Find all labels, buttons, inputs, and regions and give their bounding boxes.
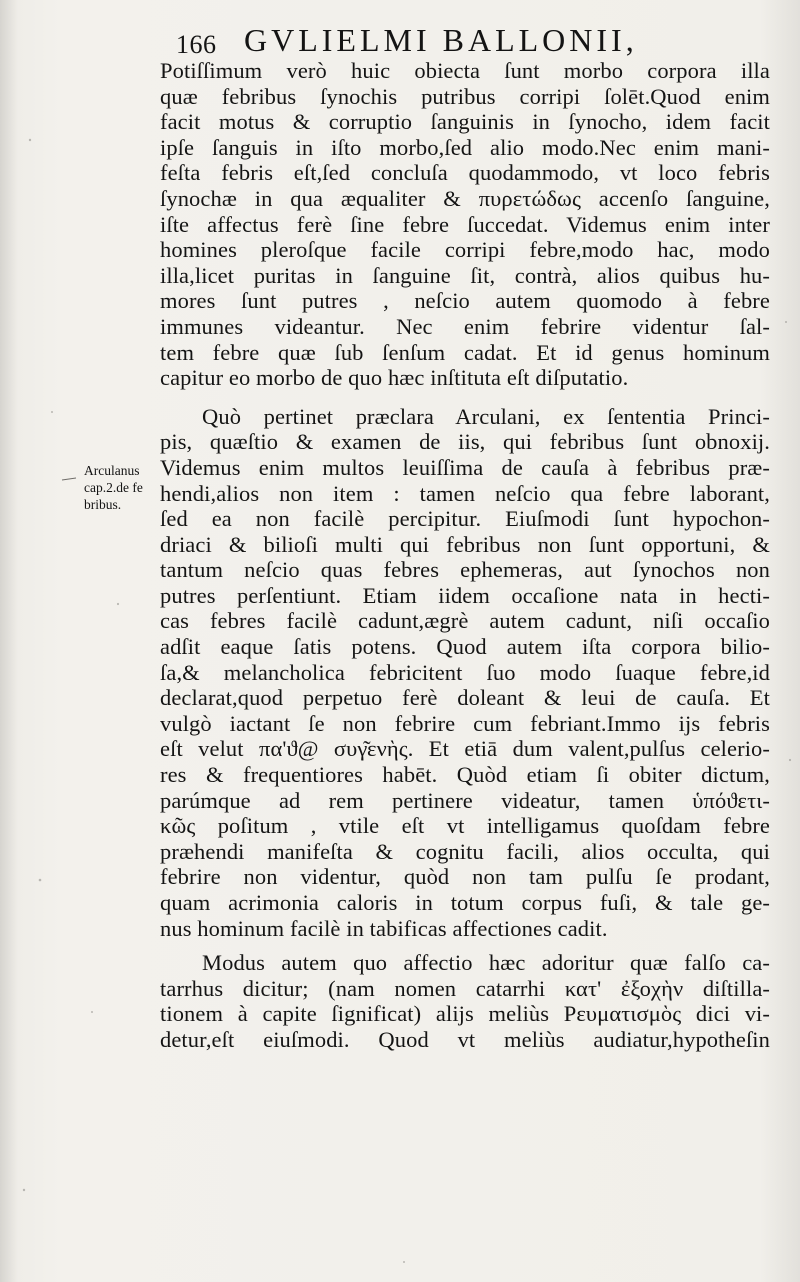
text-line: ſynochæ in qua æqualiter & πυρετώδως accenſo ſanguine, bbox=[160, 185, 770, 211]
text-line: nus hominum facilè in tabificas affectiones cadit. bbox=[160, 915, 608, 941]
text-line: feſta febris eſt,ſed concluſa quodammodo, vt loco febris bbox=[160, 160, 770, 186]
text-line: facit motus & corruptio ſanguinis in ſynocho, idem facit bbox=[160, 109, 770, 135]
text-line: putres perſentiunt. Etiam iidem occaſione nata in hecti- bbox=[160, 582, 770, 608]
running-head: GVLIELMI BALLONII, bbox=[244, 22, 638, 58]
margin-note-line: Arculanus bbox=[84, 463, 140, 478]
margin-note-line: bribus. bbox=[84, 497, 122, 512]
page-header bbox=[0, 14, 800, 62]
text-line: tem febre quæ ſub ſenſum cadat. Et id genus hominum bbox=[160, 339, 770, 365]
text-line: Videmus enim multos leuiſſima de cauſa à febribus præ- bbox=[160, 454, 770, 480]
main-text bbox=[160, 58, 770, 1053]
margin-note-line: cap.2.de fe bbox=[84, 480, 143, 495]
margin-note bbox=[84, 462, 164, 513]
paragraph-1 bbox=[160, 58, 770, 391]
text-line: vulgò iactant ſe non febrire cum febriant.Immo ijs febris bbox=[160, 710, 770, 736]
text-line: res & frequentiores habēt. Quòd etiam ſi obiter dictum, bbox=[160, 762, 770, 788]
text-line: quæ febribus ſynochis putribus corripi ſolēt.Quod enim bbox=[160, 83, 770, 109]
text-line: cas febres facilè cadunt,ægrè autem cadunt, niſi occaſio bbox=[160, 608, 770, 634]
text-line: febrire non videntur, quòd non tam pulſu ſe prodant, bbox=[160, 864, 770, 890]
text-line: illa,licet puritas in ſanguine ſit, contrà, alios quibus hu- bbox=[160, 262, 770, 288]
text-line: declarat,quod perpetuo ferè doleant & leui de cauſa. Et bbox=[160, 685, 770, 711]
text-line: adſit eaque ſatis potens. Quod autem iſta corpora bilio- bbox=[160, 634, 770, 660]
text-line: mores ſunt putres , neſcio autem quomodo à febre bbox=[160, 288, 770, 314]
text-line: immunes videantur. Nec enim febrire videntur ſal- bbox=[160, 313, 770, 339]
text-line: eſt velut πα'ϑ@ συγ͂ενὴς. Et etiā dum valent,pulſus celerio- bbox=[160, 736, 770, 762]
text-line: detur,eſt eiuſmodi. Quod vt meliùs audiatur,hypotheſin bbox=[160, 1026, 770, 1052]
text-line: tionem à capite ſignificat) alijs meliùs Ρευματισμὸς dici vi- bbox=[160, 1001, 770, 1027]
text-line: κῶς poſitum , vtile eſt vt intelligamus quoſdam febre bbox=[160, 813, 770, 839]
text-line: driaci & bilioſi multi qui febribus non ſunt opportuni, & bbox=[160, 531, 770, 557]
text-line: hendi,alios non item : tamen neſcio qua febre laborant, bbox=[160, 480, 770, 506]
text-line: tarrhus dicitur; (nam nomen catarrhi κατ' ἐξοχὴν diſtilla- bbox=[160, 975, 770, 1001]
text-line: Modus autem quo affectio hæc adoritur quæ falſo ca- bbox=[202, 950, 770, 976]
text-line: homines pleroſque facile corripi febre,modo hac, modo bbox=[160, 237, 770, 263]
text-line: iſte affectus ferè ſine febre ſuccedat. Videmus enim inter bbox=[160, 211, 770, 237]
paragraph-gap bbox=[160, 941, 770, 950]
text-line: capitur eo morbo de quo hæc inſtituta eſt diſputatio. bbox=[160, 365, 629, 391]
text-line: Potiſſimum verò huic obiecta ſunt morbo corpora illa bbox=[160, 58, 770, 83]
text-line: tantum neſcio quas febres ephemeras, aut ſynochos non bbox=[160, 557, 770, 583]
text-line: parúmque ad rem pertinere videatur, tamen ὑπόϑετι- bbox=[160, 787, 770, 813]
text-line: quam acrimonia caloris in totum corpus fuſi, & tale ge- bbox=[160, 890, 770, 915]
text-line: Quò pertinet præclara Arculani, ex ſententia Princi- bbox=[202, 403, 770, 429]
text-line: ipſe ſanguis in iſto morbo,ſed alio modo.Nec enim mani- bbox=[160, 134, 770, 160]
page-number: 166 bbox=[176, 30, 217, 59]
text-line: ſa,& melancholica febricitent ſuo modo ſuaque febre,id bbox=[160, 659, 770, 685]
text-line: pis, quæſtio & examen de iis, qui febribus ſunt obnoxij. bbox=[160, 429, 770, 455]
paragraph-2 bbox=[160, 404, 770, 941]
text-line: ſed ea non facilè percipitur. Eiuſmodi ſunt hypochon- bbox=[160, 506, 770, 532]
paragraph-gap bbox=[160, 391, 770, 404]
text-line: præhendi manifeſta & cognitu facili, alios occulta, qui bbox=[160, 838, 770, 864]
paragraph-3 bbox=[160, 950, 770, 1052]
